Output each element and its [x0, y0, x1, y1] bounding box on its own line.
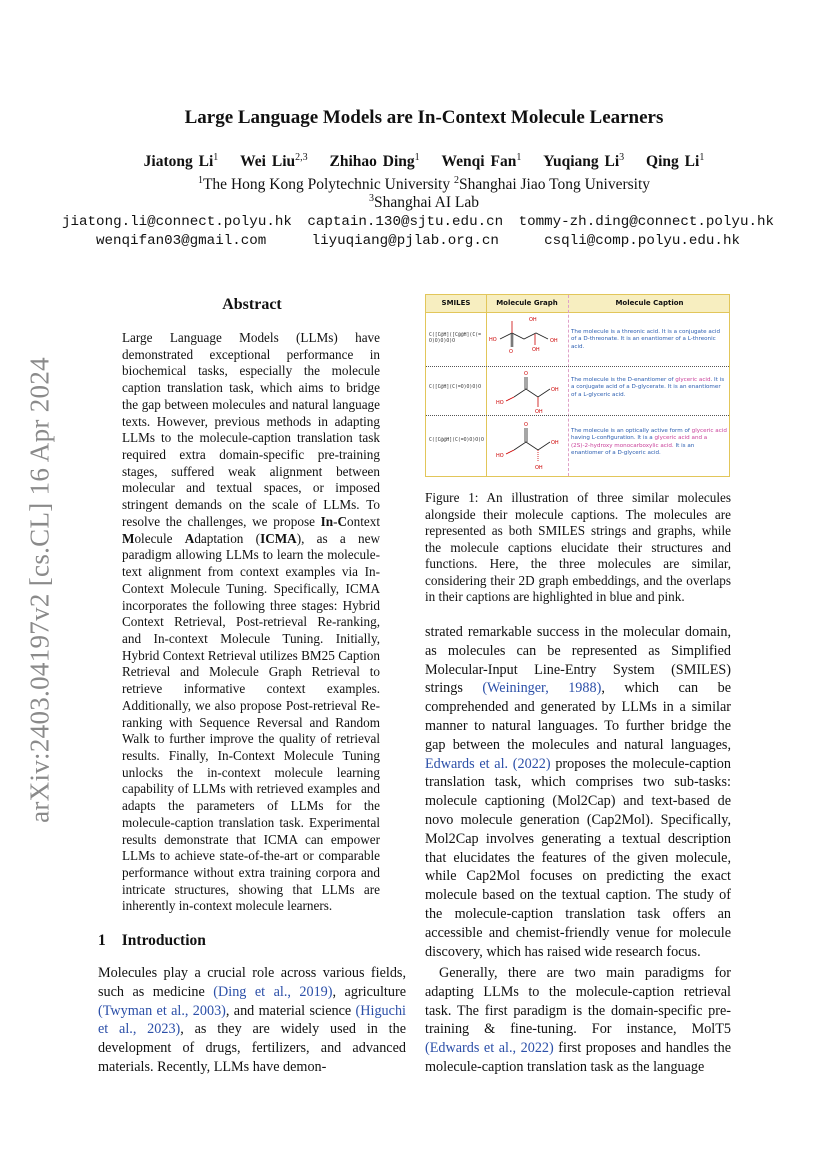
molecule-graph: [488, 416, 566, 476]
molecule-graph: [488, 313, 566, 366]
author-email: csqli@comp.polyu.edu.hk: [544, 233, 740, 249]
figure-row: [426, 313, 729, 366]
figure-header: [426, 295, 729, 313]
header-molecule-graph: Molecule Graph: [496, 299, 558, 307]
author-email: captain.130@sjtu.edu.cn: [307, 214, 504, 230]
author-email: liyuqiang@pjlab.org.cn: [311, 233, 499, 249]
header-molecule-caption: Molecule Caption: [615, 299, 684, 307]
atom-label: O: [524, 422, 528, 428]
atom-label: HO: [496, 453, 504, 459]
caption-segment-highlight: glyceric acid and a (2S)-2-hydroxy monocarboxylic acid.: [571, 435, 708, 449]
affiliation-line-2: $^3$Shanghai AI Lab: [368, 193, 480, 212]
atom-label: OH: [551, 440, 559, 446]
arxiv-stamp-text: arXiv:2403.04197v2 [cs.CL] 16 Apr 2024: [24, 357, 55, 823]
author-list: [60, 152, 788, 171]
caption-segment: The molecule is a threonic acid. It is a conjugate acid of a D-threonate. It is an enantiomer of a L-threonic acid.: [571, 329, 721, 350]
figure-row: [426, 367, 729, 415]
atom-label: OH: [532, 347, 540, 353]
citation-link[interactable]: (Weininger, 1988): [482, 680, 602, 697]
affiliation-line-1: $^1$The Hong Kong Polytechnic University $^2$Shanghai Jiao Tong University: [197, 175, 651, 194]
author-email: wenqifan03@gmail.com: [96, 233, 267, 249]
molecule-graph: [488, 367, 566, 415]
body-paragraph: strated remarkable success in the molecular domain, as molecules can be represented as Simplified Molecular-Input Line-Entry System (SMILES) strings (Weininger, 1988), which can be comprehended and generated by LLMs in a similar manner to natural languages. To further bridge the gap between the molecules and natural languages, Edwards et al. (2022) proposes the molecule-caption translation task, which comprises two sub-tasks: molecule captioning (Mol2Cap) and text-based de novo molecule generation (Cap2Mol). Specifically, Mol2Cap involves generating a textual description that elucidates the features of the given molecule, while Cap2Mol focuses on predicting the exact molecule based on the textual caption. The study of the molecule-caption translation task offers an accessible and chemist-friendly venue for molecule discovery, which has raised wide research focus.: [425, 624, 731, 960]
figure-1: [425, 294, 730, 477]
smiles-string: C([C@H](C(=O)O)O)O: [429, 385, 481, 390]
author-email: tommy-zh.ding@connect.polyu.hk: [518, 214, 774, 230]
molecule-caption: [571, 377, 727, 399]
atom-label: O: [509, 349, 513, 355]
author: Zhihao Ding$^1$: [329, 152, 420, 171]
molecule-caption: [571, 329, 727, 351]
smiles-string: C([C@@H](C(=O)O)O)O: [429, 438, 484, 443]
caption-segment: It is an enantiomer of a D-glyceric acid.: [571, 442, 695, 456]
atom-label: OH: [529, 317, 537, 323]
atom-label: OH: [550, 338, 558, 344]
body-paragraph: Generally, there are two main paradigms for adapting LLMs to the molecule-caption retrieval task. The first paradigm is the domain-specific pre-training & fine-tuning. For instance, MolT5 (Edwards et al., 2022) first proposes and handles the molecule-caption translation task as the language: [425, 965, 731, 1075]
header-smiles: SMILES: [441, 299, 471, 307]
abstract-body: Large Language Models (LLMs) have demonstrated exceptional performance in biochemical tasks, especially the molecule caption translation task, which aims to bridge the gap between molecules and natural language texts. However, previous methods in adapting LLMs to the molecule-caption translation task required extra domain-specific pre-training stages, suffered weak alignment between molecular and textual spaces, or imposed stringent demands on the scale of LLMs. To resolve the challenges, we propose In-Context Molecule Adaptation (ICMA), as a new paradigm allowing LLMs to learn the molecule-text alignment from context examples via In-Context Molecule Tuning. Specifically, ICMA incorporates the following three stages: Hybrid Context Retrieval, Post-retrieval Re-ranking, and In-context Molecule Tuning. Initially, Hybrid Context Retrieval utilizes BM25 Caption Retrieval and Molecule Graph Retrieval to retrieve informative context examples. Additionally, we also propose Post-retrieval Re-ranking with Sequence Reversal and Random Walk to further improve the quality of retrieval results. Finally, In-Context Molecule Tuning unlocks the in-context molecule learning capability of LLMs with retrieved examples and adapts the parameters of LLMs for the molecule-caption translation task. Experimental results demonstrate that ICMA can empower LLMs to achieve state-of-the-art or comparable performance without extra training corpora and intricate structures, showing that LLMs are inherently in-context molecule learners.: [122, 330, 380, 914]
section-heading-introduction: 1 Introduction: [98, 932, 206, 949]
email-row-1: [62, 214, 774, 230]
email-row-2: [62, 233, 774, 249]
paper-title: Large Language Models are In-Context Molecule Learners: [184, 107, 664, 128]
author: Wenqi Fan$^1$: [441, 152, 522, 171]
author: Qing Li$^1$: [646, 152, 705, 171]
citation-link[interactable]: Edwards et al. (2022): [425, 755, 551, 772]
atom-label: OH: [535, 409, 543, 415]
caption-segment-highlight: glyceric acid: [691, 428, 727, 434]
author-email: jiatong.li@connect.polyu.hk: [62, 214, 292, 230]
intro-paragraph: Molecules play a crucial role across various fields, such as medicine (Ding et al., 2019), agriculture (Twyman et al., 2003), and material science (Higuchi et al., 2023), as they are widely used in the development of drugs, fertilizers, and advanced materials. Recently, LLMs have demon-: [98, 965, 406, 1075]
citation-link[interactable]: (Edwards et al., 2022): [425, 1040, 554, 1057]
atom-label: HO: [496, 400, 504, 406]
citation-link[interactable]: (Twyman et al., 2003): [98, 1002, 226, 1019]
author: Jiatong Li$^1$: [143, 152, 219, 171]
figure-row: [426, 416, 729, 476]
atom-label: OH: [535, 465, 543, 471]
arxiv-identifier-stamp: [20, 310, 60, 870]
caption-segment-highlight: glyceric acid: [675, 377, 711, 383]
caption-segment: having L-configuration. It is a: [571, 435, 655, 442]
caption-segment: . It is a conjugate acid of a D-glycerate. It is an enantiomer of a L-glyceric acid.: [571, 377, 725, 398]
smiles-string: C([C@H]([C@@H](C(=O)O)O)O)O: [429, 333, 481, 344]
author: Yuqiang Li$^3$: [543, 152, 625, 171]
molecule-caption: [571, 428, 727, 457]
author: Wei Liu$^{2,3}$: [240, 152, 308, 171]
atom-label: O: [524, 371, 528, 377]
figure-caption: Figure 1: An illustration of three similar molecules alongside their molecule captions. The molecules are represented as both SMILES strings and graphs, while the molecule captions elucidate their structures and functions. Here, the three molecules are similar, considering their 2D graph embeddings, and the overlaps in their captions are highlighted in blue and pink.: [425, 490, 731, 604]
caption-segment: The molecule is an optically active form of: [571, 428, 692, 434]
citation-link[interactable]: (Ding et al., 2019): [213, 983, 333, 1000]
citation-link[interactable]: (Higuchi et al., 2023): [98, 1002, 406, 1038]
abstract-heading: Abstract: [222, 296, 282, 313]
atom-label: HO: [489, 337, 497, 343]
caption-segment: The molecule is the D-enantiomer of: [571, 377, 676, 383]
atom-label: OH: [551, 387, 559, 393]
